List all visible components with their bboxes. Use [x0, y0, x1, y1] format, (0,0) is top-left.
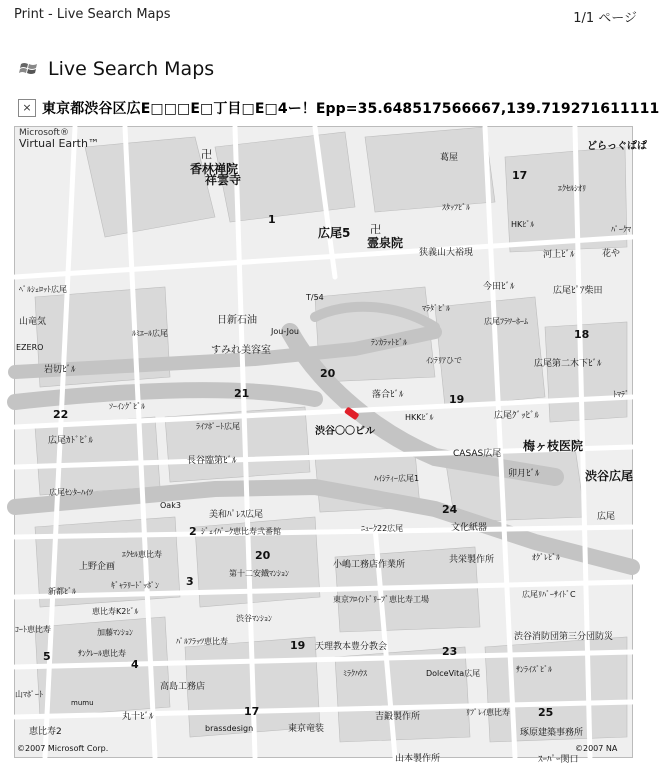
map-label: ｷﾞｬﾗﾘｰﾄﾞｯﾎﾟﾝ — [111, 581, 159, 590]
pin-label: 渋谷〇〇ビル — [315, 426, 375, 437]
map-label: ｵｸﾞﾚﾋﾞﾙ — [532, 553, 560, 562]
map-label: 渋谷広尾 — [585, 469, 634, 483]
map-label: 文化紙器 — [451, 523, 488, 533]
map-label: ｴｸｾﾙ恵比寿 — [122, 550, 162, 559]
map-label: 18 — [574, 328, 590, 341]
map-label: ﾃﾝｶﾗｯﾄﾋﾞﾙ — [371, 338, 407, 347]
map-label: EZERO — [16, 343, 44, 352]
virtual-earth-brand — [19, 129, 99, 149]
map-label: どらっぐぱぱ — [587, 141, 647, 152]
map-label: 東京ﾌﾛｲﾝﾄﾞﾘｰﾌﾞ恵比寿工場 — [333, 595, 429, 604]
map-label: 23 — [442, 645, 458, 658]
map-label: ｺｰﾄ恵比寿 — [15, 625, 51, 634]
map-label: 2 — [189, 525, 197, 538]
map-label: CASAS広尾 — [453, 449, 502, 459]
map-label: ﾍﾟﾙｼｪﾛｯﾄ広尾 — [19, 285, 67, 294]
map-label: ｻﾝｸﾚｰﾙ恵比寿 — [78, 649, 126, 658]
map-label: ﾙﾐｴｰﾙ広尾 — [132, 329, 168, 338]
map-label: すみれ美容室 — [211, 345, 271, 356]
map-label: ﾊﾟｰｸﾏ — [611, 225, 631, 234]
map-copyright-right: ©2007 NA — [575, 744, 618, 753]
map-label: 広尾ｸﾞｯﾋﾞﾙ — [494, 411, 540, 421]
map-copyright-left: ©2007 Microsoft Corp. — [17, 744, 109, 753]
map-label: 広尾ｶﾄﾞﾋﾞﾙ — [48, 436, 94, 446]
map-label: 恵比寿2 — [29, 727, 62, 737]
map-label: 高島工務店 — [160, 682, 206, 692]
map-label: 17 — [512, 169, 528, 182]
map-label: 東京竜装 — [288, 724, 325, 734]
map-label: 霊泉院 — [367, 236, 404, 250]
provider-virtual-earth: Virtual Earth™ — [19, 137, 99, 150]
map-label: ﾄﾏﾃﾞ — [613, 390, 629, 399]
map-label: 21 — [234, 387, 250, 400]
map-label: 梅ヶ枝医院 — [523, 439, 584, 453]
map-label: 小嶋工務店作業所 — [333, 560, 406, 570]
address-text: 東京都渋谷区広E□□□E□丁目□E□4ー！Epp=35.648517566667,139.719271611111 — [42, 101, 660, 117]
map-label: 22 — [53, 408, 69, 421]
brand-name: Live Search Maps — [48, 58, 215, 80]
map-label: 1 — [268, 213, 276, 226]
map-label: 恵比寿K2ﾋﾞﾙ — [92, 607, 139, 616]
map-label: 広尾ｾﾝﾀｰﾊｲﾂ — [49, 488, 93, 497]
map-label: 祥雲寺 — [205, 173, 242, 187]
map-label: 25 — [538, 706, 554, 719]
map-label: 河上ﾋﾞﾙ — [543, 250, 575, 260]
map-label: brassdesign — [205, 724, 254, 733]
brand-header — [18, 58, 214, 80]
map-label: 20 — [255, 549, 271, 562]
map-label: 広尾ﾘﾊﾞｰｻｲﾄﾞC — [522, 590, 576, 599]
map-label: 天理教本豊分教会 — [315, 642, 388, 652]
map-label: T/54 — [306, 293, 324, 302]
map-label: 葛屋 — [440, 153, 459, 163]
map-label: HKﾋﾞﾙ — [511, 220, 535, 229]
map-label: 第十二安鐡ﾏﾝｼｮﾝ — [229, 569, 289, 578]
address-row — [18, 98, 659, 118]
map-label: 長谷臨第ﾋﾞﾙ — [187, 456, 237, 466]
map-label: ﾊﾟﾙﾌﾗｯﾂ恵比寿 — [176, 637, 228, 646]
map-label: 共栄製作所 — [449, 555, 495, 565]
map-label: 19 — [449, 393, 465, 406]
map-label: 卍 — [370, 223, 381, 236]
map-label: Jou-Jou — [271, 327, 299, 336]
map-label: ﾘﾌﾟﾚｲ恵比寿 — [466, 708, 510, 717]
map-label: 山本製作所 — [395, 754, 441, 764]
map-label: 落合ﾋﾞﾙ — [372, 390, 404, 400]
map-label: ﾆｭｰｸ22広尾 — [361, 524, 404, 533]
map-label: 渋谷消防団第三分団防災 — [514, 632, 614, 642]
map-label: ｿｰｲﾝｸﾞﾋﾞﾙ — [109, 402, 145, 411]
page-indicator: 1/1 ページ — [573, 11, 637, 26]
map-label: ﾐﾗｸﾊｳｽ — [343, 669, 367, 678]
map-label: 山ﾏﾎﾟｰﾄ — [15, 690, 43, 699]
map-label: 美和ﾊﾟﾚｽ広尾 — [209, 510, 264, 520]
map-label: 丸十ﾋﾞﾙ — [122, 712, 154, 722]
map-label: 上野企画 — [79, 562, 116, 572]
map-view[interactable] — [14, 126, 647, 765]
map-label: 卍 — [201, 148, 212, 161]
map-canvas[interactable] — [15, 127, 647, 765]
map-label: 17 — [244, 705, 260, 718]
map-label: 吉鍛製作所 — [375, 712, 421, 722]
map-label: 広尾ﾌﾗﾜｰﾎｰﾑ — [484, 317, 528, 326]
broken-image-icon: × — [18, 99, 36, 117]
map-label: 山竜気 — [19, 317, 47, 327]
map-label: 広尾 — [597, 512, 616, 522]
map-label: HKKﾋﾞﾙ — [405, 413, 434, 422]
map-label: mumu — [71, 699, 94, 707]
map-label: 3 — [186, 575, 194, 588]
map-label: 岩切ﾋﾞﾙ — [44, 365, 76, 375]
map-label: 日新石油 — [217, 315, 257, 326]
map-label: 20 — [320, 367, 336, 380]
windows-flag-icon — [18, 58, 40, 80]
map-label: 香林禅院 — [190, 162, 239, 176]
map-label: 広尾5 — [318, 226, 351, 240]
map-label: ｽｰﾊﾟｰ関口 — [538, 755, 579, 765]
map-label: 広尾ﾋﾟｱ柴田 — [553, 286, 603, 296]
map-label: 卯月ﾋﾞﾙ — [508, 469, 540, 479]
provider-microsoft: Microsoft® — [19, 128, 69, 138]
map-label: 今田ﾋﾞﾙ — [483, 282, 515, 292]
map-label: 24 — [442, 503, 458, 516]
map-label: 19 — [290, 639, 306, 652]
map-label: 4 — [131, 658, 139, 671]
map-label: 新都ﾋﾞﾙ — [48, 587, 76, 596]
print-title: Print - Live Search Maps — [14, 7, 171, 22]
map-label: Oak3 — [160, 501, 181, 510]
map-label: ｽﾀｯﾌﾋﾞﾙ — [442, 203, 470, 212]
map-label: DolceVita広尾 — [426, 669, 481, 678]
map-label: ﾊｲｼﾃｨｰ広尾1 — [374, 474, 420, 483]
map-label: ｴｸｾﾙｼｵﾘ — [558, 184, 586, 193]
map-label: 花や — [602, 249, 621, 259]
map-label: ｻﾝﾗｲｽﾞﾋﾞﾙ — [516, 665, 552, 674]
map-label: 加藤ﾏﾝｼｮﾝ — [97, 628, 133, 637]
map-label: ｼﾞｪｲﾊﾟｰｸ恵比寿弐番館 — [201, 527, 281, 536]
map-label: 琢原建築事務所 — [520, 728, 584, 738]
map-label: 渋谷ﾏﾝｼｮﾝ — [236, 614, 272, 623]
map-label: ﾏﾗﾀﾞﾋﾞﾙ — [422, 304, 450, 313]
map-label: 広尾第二木下ﾋﾞﾙ — [534, 359, 602, 369]
map-label: ｲﾝﾃﾘｱひで — [426, 356, 462, 365]
map-label: ﾗｲﾌﾎﾟｰﾄ広尾 — [196, 422, 240, 431]
map-label: 狭義山大裕現 — [419, 248, 474, 258]
map-label: 5 — [43, 650, 51, 663]
